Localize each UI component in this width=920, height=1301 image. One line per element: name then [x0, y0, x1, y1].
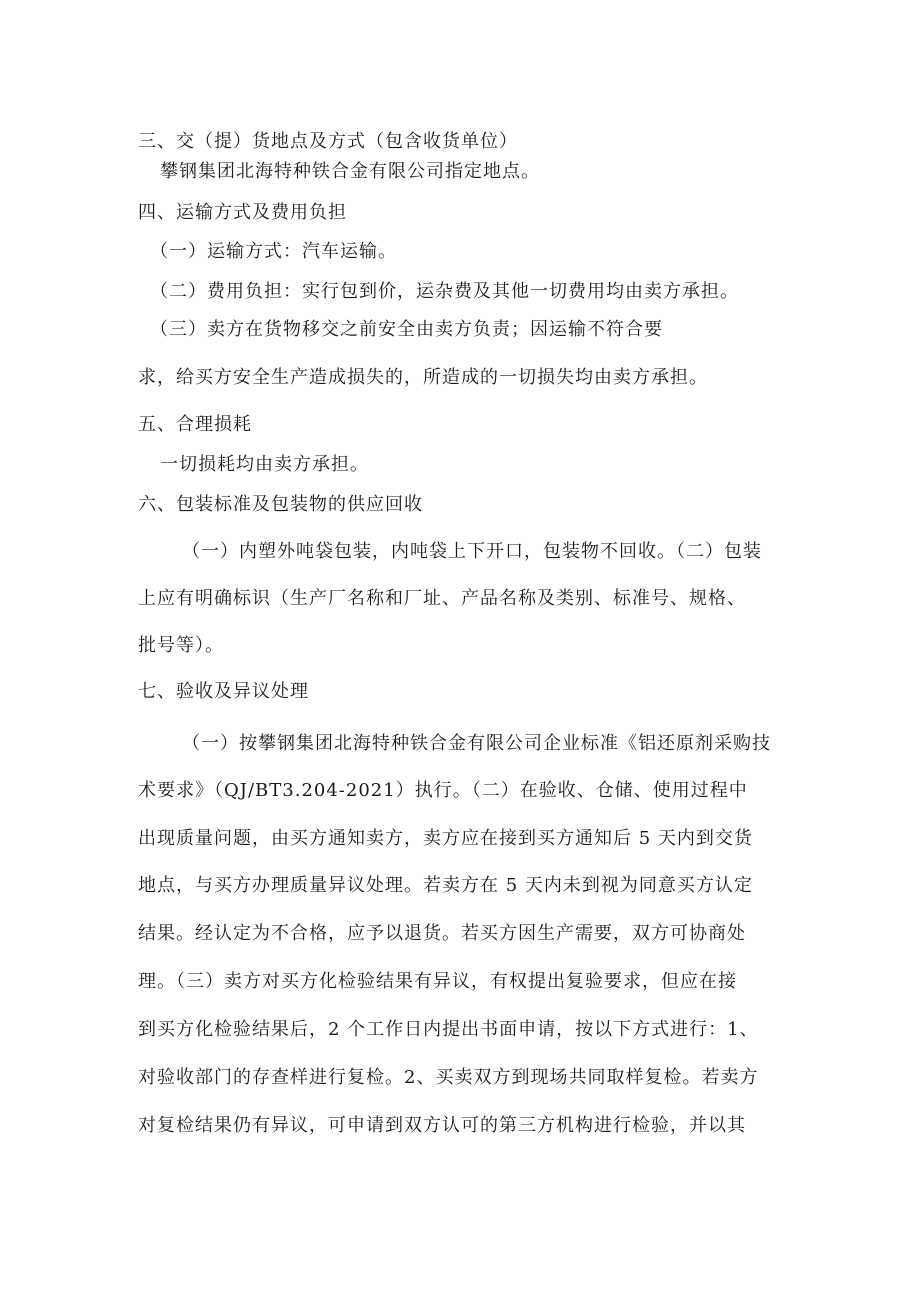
section-6-line-2: 上应有明确标识（生产厂名称和厂址、产品名称及类别、标准号、规格、 — [138, 588, 746, 609]
section-6-line-3: 批号等）。 — [138, 635, 224, 656]
section-4-item-3-line-2: 求，给买方安全生产造成损失的，所造成的一切损失均由卖方承担。 — [138, 367, 708, 388]
section-7-line-3: 出现质量问题，由买方通知卖方，卖方应在接到买方通知后 5 天内到交货 — [138, 828, 753, 849]
section-4-heading: 四、运输方式及费用负担 — [138, 202, 347, 223]
section-7-line-1: （一）按攀钢集团北海特种铁合金有限公司企业标准《铝还原剂采购技 — [182, 733, 771, 754]
section-7-line-5: 结果。经认定为不合格，应予以退货。若买方因生产需要，双方可协商处 — [138, 923, 746, 944]
section-5-body: 一切损耗均由卖方承担。 — [160, 454, 369, 475]
section-7-line-9: 对复检结果仍有异议，可申请到双方认可的第三方机构进行检验，并以其 — [138, 1115, 746, 1136]
section-7-line-6: 理。（三）卖方对买方化检验结果有异议，有权提出复验要求，但应在接 — [138, 971, 737, 992]
section-4-item-2: （二）费用负担：实行包到价，运杂费及其他一切费用均由卖方承担。 — [150, 281, 739, 302]
section-7-line-7: 到买方化检验结果后，2 个工作日内提出书面申请，按以下方式进行：1、 — [138, 1019, 759, 1040]
section-6-heading: 六、包装标准及包装物的供应回收 — [138, 494, 423, 515]
section-3-heading: 三、交（提）货地点及方式（包含收货单位） — [138, 131, 518, 152]
section-7-line-8: 对验收部门的存查样进行复检。2、买卖双方到现场共同取样复检。若卖方 — [138, 1067, 759, 1088]
section-4-item-1: （一）运输方式：汽车运输。 — [150, 241, 397, 262]
section-3-body: 攀钢集团北海特种铁合金有限公司指定地点。 — [160, 161, 540, 182]
section-5-heading: 五、合理损耗 — [138, 414, 252, 435]
section-7-line-2: 术要求》（QJ/BT3.204-2021）执行。（二）在验收、仓储、使用过程中 — [138, 780, 748, 801]
section-4-item-3-line-1: （三）卖方在货物移交之前安全由卖方负责；因运输不符合要 — [150, 319, 663, 340]
section-7-line-4: 地点，与买方办理质量异议处理。若卖方在 5 天内未到视为同意买方认定 — [138, 875, 753, 896]
section-7-heading: 七、验收及异议处理 — [138, 681, 309, 702]
section-6-line-1: （一）内塑外吨袋包装，内吨袋上下开口，包装物不回收。（二）包装 — [182, 541, 762, 562]
